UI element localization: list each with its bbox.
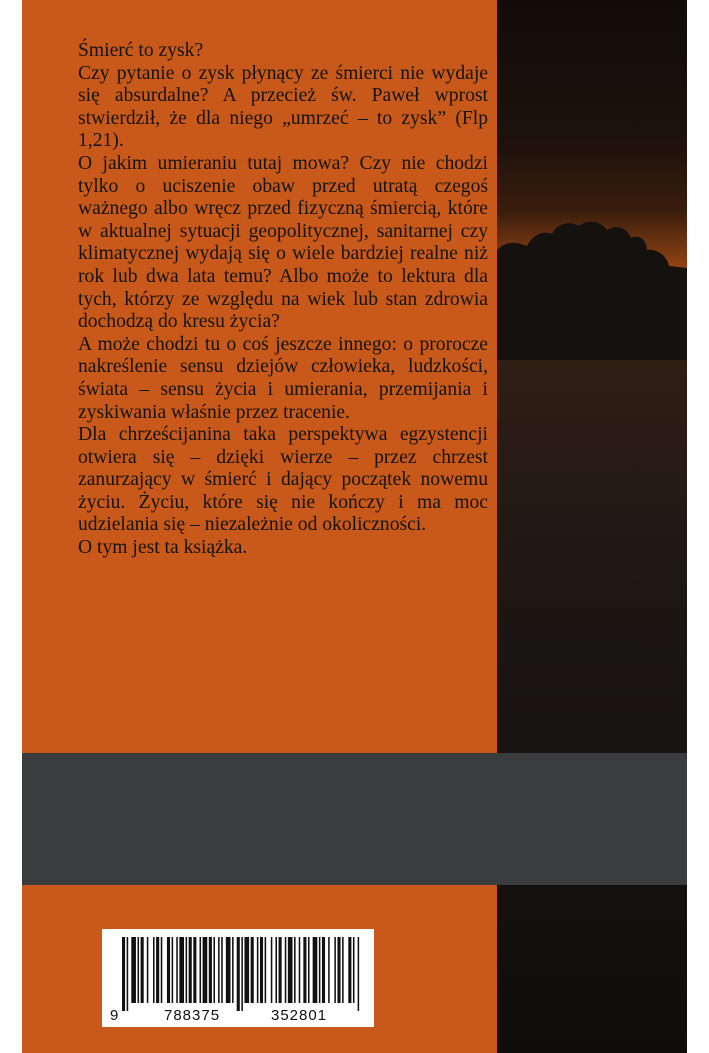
- barcode-digits-left: 788375: [164, 1007, 221, 1024]
- gray-band: [22, 753, 687, 885]
- barcode-bar: [156, 937, 159, 1003]
- barcode-bar: [167, 937, 170, 1003]
- barcode-bar: [251, 937, 254, 1003]
- barcode-bar: [147, 937, 149, 1003]
- barcode-bar: [153, 937, 155, 1003]
- barcode-bar: [260, 937, 263, 1003]
- barcode-digit-first: 9: [110, 1007, 119, 1024]
- barcode-bar: [179, 937, 184, 1003]
- barcode-bar: [322, 937, 325, 1003]
- barcode-bar: [313, 937, 318, 1003]
- barcode-bar: [358, 937, 360, 1011]
- blurb-paragraph: Czy pytanie o zysk płynący ze śmierci nie wydaje się absurdalne? A przecież św. Paweł wprost stwierdził, że dla niego „umrzeć – to zysk” (Flp 1,21).: [78, 62, 488, 152]
- barcode-bar: [221, 937, 223, 1003]
- barcode-graphic: [102, 929, 374, 1027]
- barcode-bar: [122, 937, 125, 1011]
- barcode-bar: [271, 937, 273, 1003]
- barcode-bar: [337, 937, 340, 1003]
- barcode-bar: [176, 937, 178, 1003]
- isbn-barcode: [102, 929, 374, 1027]
- barcode-bar: [209, 937, 212, 1003]
- barcode-bar: [294, 937, 296, 1003]
- barcode-bar: [308, 937, 310, 1003]
- barcode-bar: [319, 937, 321, 1003]
- barcode-bar: [172, 937, 174, 1003]
- barcode-bar: [218, 937, 220, 1003]
- barcode-bar: [275, 937, 277, 1003]
- barcode-bar: [244, 937, 249, 1003]
- blurb-paragraph: A może chodzi tu o coś jeszcze innego: o prorocze nakreślenie sensu dziejów człowieka, ludzkości, świata – sensu życia i umierania, przemijania i zyskiwania właśnie przez tracenie.: [78, 333, 488, 423]
- back-cover: [22, 0, 687, 1053]
- barcode-bar: [138, 937, 140, 1003]
- barcode-bar: [241, 937, 243, 1011]
- barcode-bar: [285, 937, 287, 1003]
- barcode-digits-right: 352801: [271, 1007, 328, 1024]
- barcode-bar: [288, 937, 293, 1003]
- barcode-bar: [265, 937, 267, 1003]
- blurb-paragraph: Dla chrześcijanina taka perspektywa egzystencji otwiera się – dzięki wierze – przez chrzest zanurzający w śmierć i dający początek nowemu życiu. Życiu, które się nie kończy i ma moc udzielania się – niezależnie od okoliczności.: [78, 424, 488, 536]
- barcode-bar: [334, 937, 336, 1003]
- barcode-bar: [299, 937, 301, 1003]
- barcode-bar: [328, 937, 330, 1003]
- barcode-bar: [237, 937, 240, 1011]
- sunset-photo-strip: [497, 0, 687, 1053]
- barcode-bar: [141, 937, 144, 1003]
- barcode-bar: [189, 937, 192, 1003]
- blurb-closing-line: O tym jest ta książka.: [78, 537, 248, 559]
- barcode-bar: [127, 937, 129, 1011]
- barcode-bar: [193, 937, 196, 1003]
- blurb-headline: Śmierć to zysk?: [78, 40, 204, 61]
- tree-silhouette: [497, 210, 687, 360]
- barcode-bar: [226, 937, 231, 1003]
- barcode-bar: [213, 937, 215, 1003]
- blurb-text: [78, 40, 488, 560]
- barcode-bar: [203, 937, 208, 1003]
- barcode-bar: [131, 937, 136, 1003]
- barcode-bar: [353, 937, 355, 1003]
- barcode-bar: [232, 937, 234, 1003]
- barcode-bar: [161, 937, 163, 1003]
- barcode-bar: [348, 937, 351, 1003]
- barcode-bar: [279, 937, 282, 1003]
- barcode-bar: [200, 937, 202, 1003]
- barcode-bar: [303, 937, 306, 1003]
- barcode-bar: [186, 937, 188, 1003]
- barcode-bar: [342, 937, 344, 1003]
- barcode-bar: [257, 937, 259, 1003]
- blurb-paragraph: O jakim umieraniu tutaj mowa? Czy nie chodzi tylko o uciszenie obaw przed utratą czegoś ważnego albo wręcz przed fizyczną śmiercią, które w aktualnej sytuacji geopolitycznej, sanitarnej czy klimatycznej wydają się o wiele bardziej realne niż rok lub dwa lata temu? Albo może to lektura dla tych, którzy ze względu na wiek lub stan zdrowia dochodzą do kresu życia?: [78, 152, 488, 333]
